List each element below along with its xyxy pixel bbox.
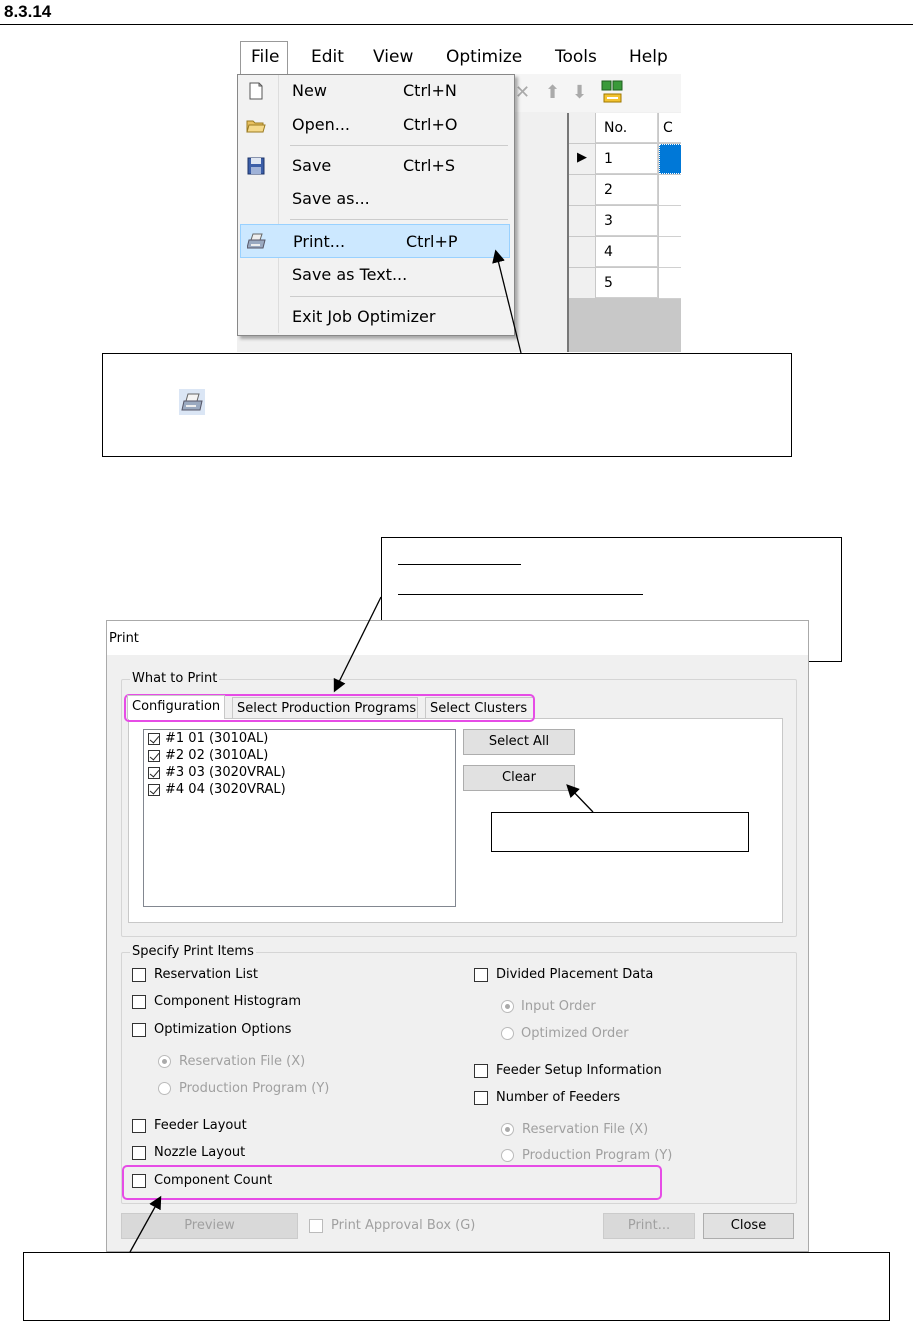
checkbox[interactable]	[474, 1064, 488, 1078]
menu-help[interactable]: Help	[629, 47, 668, 67]
grid-row[interactable]	[569, 175, 681, 206]
checkbox[interactable]	[148, 784, 160, 796]
grid-cell[interactable]	[659, 268, 681, 299]
heading-rule	[0, 24, 913, 25]
list-item-label: #4 04 (3020VRAL)	[165, 782, 286, 797]
close-button[interactable]: Close	[703, 1213, 794, 1239]
grid-cell-no[interactable]: 3	[596, 206, 658, 236]
grid-row[interactable]	[569, 206, 681, 237]
menu-edit[interactable]: Edit	[311, 47, 344, 67]
print-button[interactable]: Print...	[603, 1213, 695, 1239]
option-label: Nozzle Layout	[154, 1145, 246, 1160]
grid-cell[interactable]	[659, 237, 681, 268]
printer-icon	[179, 389, 205, 415]
file-dropdown-menu	[237, 74, 515, 336]
option-label: Reservation List	[154, 967, 258, 982]
checkbox[interactable]	[474, 1091, 488, 1105]
delete-icon[interactable]: ✕	[515, 82, 531, 103]
option-label: Print Approval Box (G)	[331, 1218, 476, 1233]
tab-configuration[interactable]: Configuration	[127, 695, 225, 719]
menu-item-label: Exit Job Optimizer	[292, 307, 436, 326]
radio[interactable]	[501, 1027, 514, 1040]
section-heading: 8.3.14	[4, 2, 52, 21]
radio[interactable]	[501, 1000, 514, 1013]
menu-item-save-as-text[interactable]	[238, 260, 512, 290]
checkbox[interactable]	[148, 733, 160, 745]
menu-item-label: Save as Text...	[292, 265, 408, 284]
optimize-icon[interactable]	[601, 80, 625, 106]
checkbox[interactable]	[132, 1146, 146, 1160]
list-item-label: #3 03 (3020VRAL)	[165, 765, 286, 780]
menu-item-shortcut: Ctrl+O	[403, 115, 458, 134]
specify-print-items-label: Specify Print Items	[132, 944, 254, 959]
option-label: Reservation File (X)	[522, 1122, 649, 1137]
option-label: Divided Placement Data	[496, 967, 654, 982]
grid-cell-no[interactable]: 2	[596, 175, 658, 205]
menu-item-exit[interactable]	[238, 302, 512, 332]
checkbox[interactable]	[309, 1219, 323, 1233]
grid-row[interactable]	[569, 237, 681, 268]
menu-item-label: Save as...	[292, 189, 370, 208]
open-folder-icon	[246, 115, 266, 135]
option-label: Component Histogram	[154, 994, 302, 1009]
dialog-titlebar	[107, 621, 808, 655]
radio[interactable]	[158, 1055, 171, 1068]
option-label: Feeder Layout	[154, 1118, 247, 1133]
option-label: Component Count	[154, 1173, 273, 1188]
file-menu-screenshot	[237, 40, 681, 352]
option-label: Input Order	[521, 999, 596, 1014]
menu-separator	[290, 296, 508, 297]
menu-item-shortcut: Ctrl+P	[406, 232, 458, 251]
grid-header-c: C	[659, 113, 681, 143]
move-down-icon[interactable]: ⬇	[572, 82, 588, 103]
menu-bar	[237, 40, 681, 74]
radio[interactable]	[501, 1149, 514, 1162]
menu-item-open[interactable]	[238, 110, 512, 140]
what-to-print-label: What to Print	[132, 671, 218, 686]
tab-select-clusters[interactable]: Select Clusters	[425, 697, 534, 718]
printer-icon	[247, 232, 267, 252]
toolbar	[487, 74, 681, 112]
grid-cell[interactable]	[659, 175, 681, 206]
grid-row-header	[569, 268, 596, 299]
menu-item-new[interactable]	[238, 76, 512, 106]
menu-separator	[290, 219, 508, 220]
grid-row-header	[569, 237, 596, 268]
menu-tools[interactable]: Tools	[555, 47, 597, 67]
callout-clear	[491, 812, 749, 852]
option-label: Feeder Setup Information	[496, 1063, 662, 1078]
checkbox[interactable]	[474, 968, 488, 982]
grid-cell[interactable]	[659, 206, 681, 237]
new-document-icon	[246, 81, 266, 101]
row-pointer-icon: ▶	[569, 144, 596, 175]
list-item-label: #1 01 (3010AL)	[165, 731, 269, 746]
save-disk-icon	[246, 156, 266, 176]
underline-placeholder	[398, 564, 521, 565]
grid-corner	[569, 113, 596, 144]
menu-item-shortcut: Ctrl+N	[403, 81, 457, 100]
option-label: Number of Feeders	[496, 1090, 621, 1105]
menu-view[interactable]: View	[373, 47, 414, 67]
callout-print-menu	[102, 353, 792, 457]
checkbox[interactable]	[132, 968, 146, 982]
menu-item-print[interactable]	[240, 224, 510, 258]
checkbox[interactable]	[132, 1023, 146, 1037]
menu-item-save[interactable]	[238, 151, 512, 181]
job-grid	[567, 113, 681, 352]
grid-row[interactable]	[569, 268, 681, 299]
option-label: Production Program (Y)	[522, 1148, 673, 1163]
menu-optimize[interactable]: Optimize	[446, 47, 523, 67]
menu-item-label: Open...	[292, 115, 350, 134]
clear-button[interactable]: Clear	[463, 765, 575, 791]
dialog-title: Print	[109, 631, 139, 646]
grid-cell-no[interactable]: 5	[596, 268, 658, 298]
list-item-label: #2 02 (3010AL)	[165, 748, 269, 763]
menu-file[interactable]: File	[251, 47, 280, 67]
underline-placeholder	[398, 594, 643, 595]
option-label: Optimization Options	[154, 1022, 292, 1037]
checkbox[interactable]	[132, 1119, 146, 1133]
move-up-icon[interactable]: ⬆	[545, 82, 561, 103]
menu-separator	[290, 145, 508, 146]
option-label: Production Program (Y)	[179, 1081, 330, 1096]
grid-cell-selected[interactable]	[659, 144, 681, 174]
option-label: Optimized Order	[521, 1026, 629, 1041]
component-count-highlight	[122, 1165, 662, 1200]
menu-item-label: New	[292, 81, 327, 100]
preview-button[interactable]: Preview	[121, 1213, 298, 1239]
grid-cell-no[interactable]: 1	[596, 144, 658, 174]
menu-item-label: Save	[292, 156, 332, 175]
select-all-button[interactable]: Select All	[463, 729, 575, 755]
radio[interactable]	[158, 1082, 171, 1095]
configuration-list[interactable]	[143, 729, 456, 907]
callout-component-count	[23, 1252, 890, 1321]
print-dialog	[106, 620, 809, 1252]
option-label: Reservation File (X)	[179, 1054, 306, 1069]
grid-row[interactable]	[569, 144, 681, 175]
grid-header-no: No.	[596, 113, 658, 143]
checkbox[interactable]	[148, 750, 160, 762]
grid-cell-no[interactable]: 4	[596, 237, 658, 267]
grid-row-header	[569, 206, 596, 237]
menu-item-shortcut: Ctrl+S	[403, 156, 456, 175]
radio[interactable]	[501, 1123, 514, 1136]
menu-item-label: Print...	[293, 232, 346, 251]
checkbox[interactable]	[148, 767, 160, 779]
checkbox[interactable]	[132, 995, 146, 1009]
tab-select-production-programs[interactable]: Select Production Programs	[232, 697, 418, 718]
grid-row-header	[569, 175, 596, 206]
menu-item-save-as[interactable]	[238, 184, 512, 214]
